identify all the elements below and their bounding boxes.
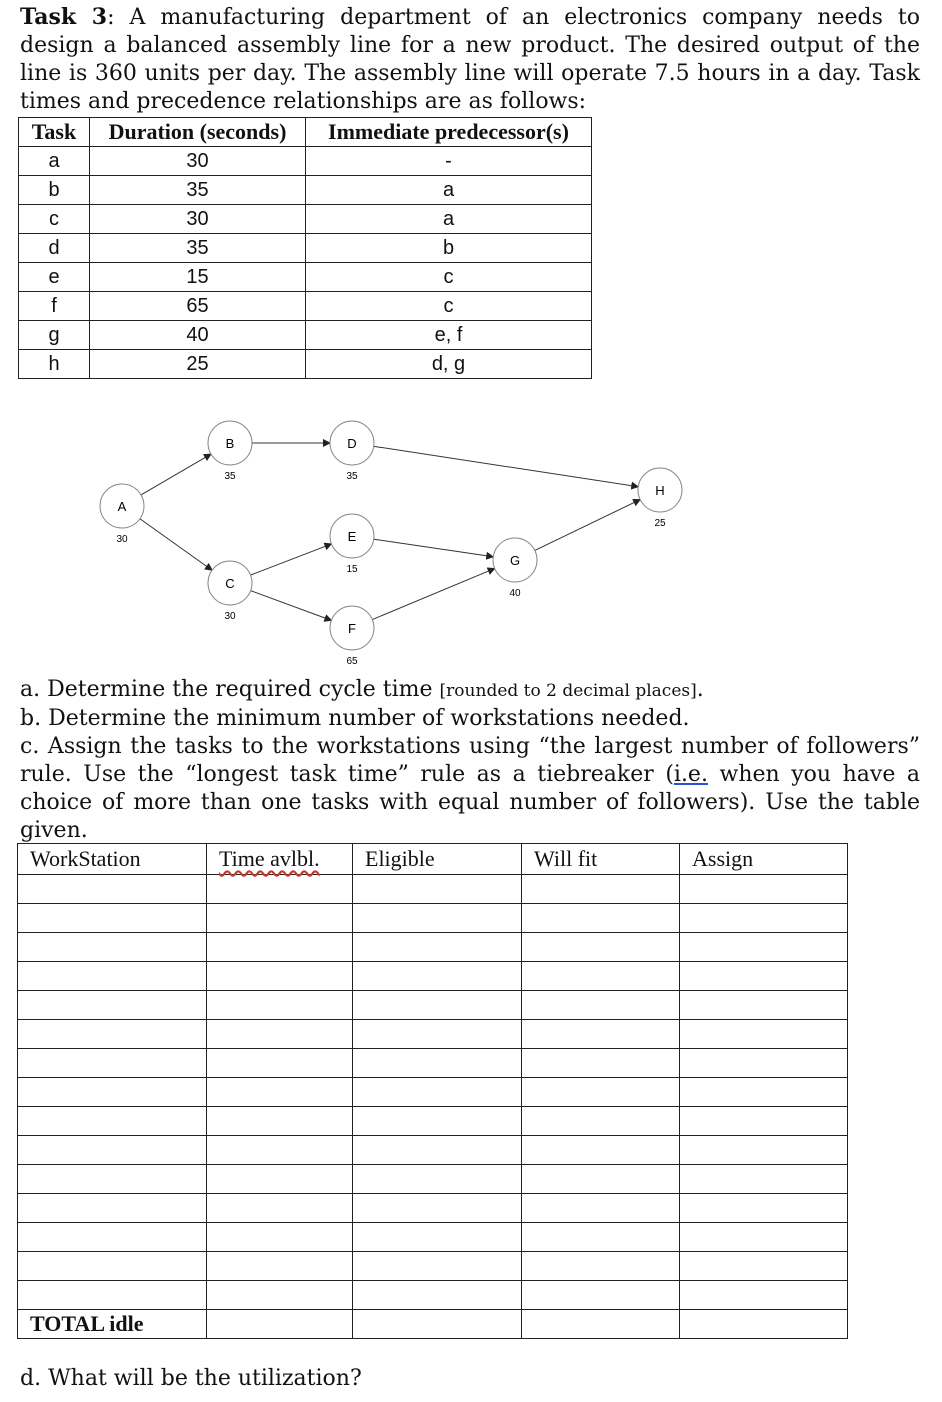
node-e: [330, 514, 374, 575]
workstation-cell[interactable]: [522, 1136, 680, 1165]
node-label: E: [347, 529, 357, 544]
workstation-cell[interactable]: [680, 875, 848, 904]
question-d: d. What will be the utilization?: [20, 1366, 362, 1391]
workstation-cell[interactable]: [207, 1136, 353, 1165]
workstation-cell[interactable]: [680, 1194, 848, 1223]
workstation-cell[interactable]: [522, 1165, 680, 1194]
ie-text: i.e.: [673, 762, 708, 787]
node-duration: 30: [116, 534, 128, 545]
task-row: [19, 292, 592, 321]
workstation-cell[interactable]: [522, 1223, 680, 1252]
predecessor-cell: e, f: [306, 321, 592, 350]
workstation-cell[interactable]: [353, 1165, 522, 1194]
workstation-cell[interactable]: [353, 904, 522, 933]
workstation-row: [18, 1223, 848, 1252]
node-label: F: [348, 621, 356, 636]
workstation-cell[interactable]: [353, 1136, 522, 1165]
duration-cell: 15: [90, 263, 306, 292]
workstation-cell[interactable]: [353, 991, 522, 1020]
workstation-cell[interactable]: [207, 1049, 353, 1078]
duration-cell: 25: [90, 350, 306, 379]
workstation-cell[interactable]: [18, 991, 207, 1020]
duration-cell: 30: [90, 147, 306, 176]
workstation-cell[interactable]: [18, 1078, 207, 1107]
predecessor-cell: a: [306, 176, 592, 205]
question-b: b. Determine the minimum number of workstations needed.: [20, 706, 690, 731]
edge-f-g: [372, 568, 494, 619]
workstation-cell[interactable]: [18, 933, 207, 962]
node-duration: 65: [346, 656, 358, 667]
workstation-row: [18, 1049, 848, 1078]
workstation-cell[interactable]: [680, 991, 848, 1020]
total-idle-cell[interactable]: [353, 1310, 522, 1339]
workstation-cell[interactable]: [522, 962, 680, 991]
workstation-cell[interactable]: [680, 1049, 848, 1078]
node-h: [638, 468, 682, 529]
node-duration: 25: [654, 518, 666, 529]
workstation-row: [18, 991, 848, 1020]
workstation-cell[interactable]: [207, 1281, 353, 1310]
node-d: [330, 421, 374, 482]
workstation-cell[interactable]: [207, 1020, 353, 1049]
task-row: [19, 147, 592, 176]
question-a: a. Determine the required cycle time [rounded to 2 decimal places].: [20, 677, 704, 702]
task-row: [19, 176, 592, 205]
workstation-cell[interactable]: [680, 1020, 848, 1049]
task-cell: h: [19, 350, 90, 379]
node-label: G: [509, 553, 521, 568]
edge-a-c: [140, 519, 212, 570]
workstation-cell[interactable]: [522, 1252, 680, 1281]
workstation-cell[interactable]: [353, 875, 522, 904]
workstation-cell[interactable]: [522, 904, 680, 933]
header-assign: Assign: [680, 844, 848, 875]
node-duration: 30: [224, 611, 236, 622]
workstation-row: [18, 904, 848, 933]
task-cell: f: [19, 292, 90, 321]
workstation-cell[interactable]: [18, 1252, 207, 1281]
workstation-row: [18, 933, 848, 962]
workstation-cell[interactable]: [207, 904, 353, 933]
total-idle-cell[interactable]: [207, 1310, 353, 1339]
workstation-row: [18, 1281, 848, 1310]
task-row: [19, 234, 592, 263]
task-cell: e: [19, 263, 90, 292]
task-cell: a: [19, 147, 90, 176]
questions: [20, 676, 920, 845]
workstation-row: [18, 1078, 848, 1107]
node-b: [208, 421, 252, 482]
workstation-cell[interactable]: [353, 1049, 522, 1078]
header-task: Task: [19, 118, 90, 147]
workstation-cell[interactable]: [680, 962, 848, 991]
header-duration: Duration (seconds): [90, 118, 306, 147]
predecessor-cell: -: [306, 147, 592, 176]
edge-a-b: [141, 454, 211, 495]
workstation-cell[interactable]: [207, 962, 353, 991]
workstation-cell[interactable]: [522, 1049, 680, 1078]
workstation-cell[interactable]: [680, 1078, 848, 1107]
workstation-cell[interactable]: [353, 962, 522, 991]
workstation-row: [18, 1165, 848, 1194]
workstation-cell[interactable]: [522, 1281, 680, 1310]
task-row: [19, 263, 592, 292]
header-time-available: Time avlbl.: [207, 844, 353, 875]
workstation-cell[interactable]: [18, 1020, 207, 1049]
duration-cell: 35: [90, 176, 306, 205]
workstation-row: [18, 1020, 848, 1049]
workstation-cell[interactable]: [353, 1078, 522, 1107]
node-duration: 15: [346, 564, 358, 575]
predecessor-cell: c: [306, 263, 592, 292]
node-label: A: [117, 499, 127, 514]
header-will-fit: Will fit: [522, 844, 680, 875]
workstation-cell[interactable]: [18, 962, 207, 991]
workstation-cell[interactable]: [18, 1223, 207, 1252]
workstation-cell[interactable]: [522, 991, 680, 1020]
workstation-cell[interactable]: [207, 1078, 353, 1107]
workstation-table-header: [18, 844, 848, 875]
workstation-cell[interactable]: [680, 933, 848, 962]
workstation-cell[interactable]: [353, 1020, 522, 1049]
workstation-cell[interactable]: [522, 1020, 680, 1049]
task-table: [18, 117, 592, 379]
header-predecessors: Immediate predecessor(s): [306, 118, 592, 147]
task-label: Task 3: [20, 4, 108, 30]
node-label: B: [225, 436, 235, 451]
node-g: [493, 538, 537, 599]
workstation-cell[interactable]: [207, 1165, 353, 1194]
problem-intro: [20, 3, 920, 116]
node-duration: 35: [224, 471, 236, 482]
workstation-cell[interactable]: [522, 933, 680, 962]
node-label: D: [347, 436, 357, 451]
workstation-cell[interactable]: [680, 1252, 848, 1281]
edge-e-g: [374, 539, 493, 557]
predecessor-cell: a: [306, 205, 592, 234]
predecessor-cell: d, g: [306, 350, 592, 379]
node-duration: 40: [509, 588, 521, 599]
workstation-cell[interactable]: [522, 1107, 680, 1136]
header-eligible: Eligible: [353, 844, 522, 875]
question-c: c. Assign the tasks to the workstations using “the largest number of followers” rule. Use the “longest task time” rule as a tiebreaker (i.e. when you have a choice of more than one tasks with equal number of followers). Use the table given.: [20, 734, 921, 843]
task-row: [19, 205, 592, 234]
workstation-cell[interactable]: [353, 1252, 522, 1281]
task-cell: b: [19, 176, 90, 205]
precedence-network: [0, 420, 942, 676]
intro-text: : A manufacturing department of an electronics company needs to design a balanced assembly line for a new product. The desired output of the line is 360 units per day. The assembly line will operate 7.5 hours in a day. Task times and precedence relationships are as follows:: [20, 5, 920, 114]
task-row: [19, 350, 592, 379]
task-cell: d: [19, 234, 90, 263]
workstation-cell[interactable]: [680, 904, 848, 933]
predecessor-cell: c: [306, 292, 592, 321]
workstation-row: [18, 1136, 848, 1165]
duration-cell: 40: [90, 321, 306, 350]
workstation-cell[interactable]: [18, 1281, 207, 1310]
duration-cell: 35: [90, 234, 306, 263]
workstation-cell[interactable]: [353, 933, 522, 962]
total-idle-cell[interactable]: [680, 1310, 848, 1339]
workstation-cell[interactable]: [522, 875, 680, 904]
workstation-cell[interactable]: [680, 1136, 848, 1165]
total-idle-label: TOTAL idle: [18, 1310, 207, 1339]
workstation-row: [18, 1252, 848, 1281]
header-workstation: WorkStation: [18, 844, 207, 875]
workstation-cell[interactable]: [207, 933, 353, 962]
task-cell: c: [19, 205, 90, 234]
workstation-cell[interactable]: [680, 1165, 848, 1194]
node-f: [330, 606, 374, 667]
workstation-cell[interactable]: [18, 1049, 207, 1078]
edge-c-f: [251, 591, 332, 621]
total-idle-row: [18, 1310, 848, 1339]
workstation-cell[interactable]: [522, 1194, 680, 1223]
node-c: [208, 561, 252, 622]
task-row: [19, 321, 592, 350]
workstation-cell[interactable]: [18, 875, 207, 904]
node-a: [100, 484, 144, 545]
workstation-table: [17, 843, 848, 1339]
workstation-cell[interactable]: [207, 1252, 353, 1281]
node-label: H: [655, 483, 665, 498]
node-duration: 35: [346, 471, 358, 482]
workstation-cell[interactable]: [18, 1165, 207, 1194]
workstation-row: [18, 1107, 848, 1136]
workstation-cell[interactable]: [522, 1078, 680, 1107]
workstation-cell[interactable]: [207, 1194, 353, 1223]
task-table-header: [19, 118, 592, 147]
workstation-cell[interactable]: [680, 1107, 848, 1136]
workstation-cell[interactable]: [680, 1223, 848, 1252]
task-cell: g: [19, 321, 90, 350]
edge-d-h: [374, 446, 639, 486]
workstation-row: [18, 1194, 848, 1223]
predecessor-cell: b: [306, 234, 592, 263]
workstation-row: [18, 962, 848, 991]
workstation-cell[interactable]: [18, 1136, 207, 1165]
workstation-cell[interactable]: [353, 1223, 522, 1252]
duration-cell: 30: [90, 205, 306, 234]
workstation-cell[interactable]: [353, 1281, 522, 1310]
node-label: C: [225, 576, 235, 591]
workstation-cell[interactable]: [207, 875, 353, 904]
total-idle-cell[interactable]: [522, 1310, 680, 1339]
workstation-cell[interactable]: [207, 1107, 353, 1136]
workstation-cell[interactable]: [680, 1281, 848, 1310]
workstation-cell[interactable]: [353, 1107, 522, 1136]
workstation-cell[interactable]: [18, 1107, 207, 1136]
workstation-cell[interactable]: [18, 1194, 207, 1223]
duration-cell: 65: [90, 292, 306, 321]
edge-g-h: [535, 500, 640, 551]
workstation-cell[interactable]: [353, 1194, 522, 1223]
workstation-row: [18, 875, 848, 904]
edge-c-e: [251, 544, 332, 575]
workstation-cell[interactable]: [207, 991, 353, 1020]
workstation-cell[interactable]: [207, 1223, 353, 1252]
workstation-cell[interactable]: [18, 904, 207, 933]
question-a-note: [rounded to 2 decimal places]: [439, 681, 697, 701]
